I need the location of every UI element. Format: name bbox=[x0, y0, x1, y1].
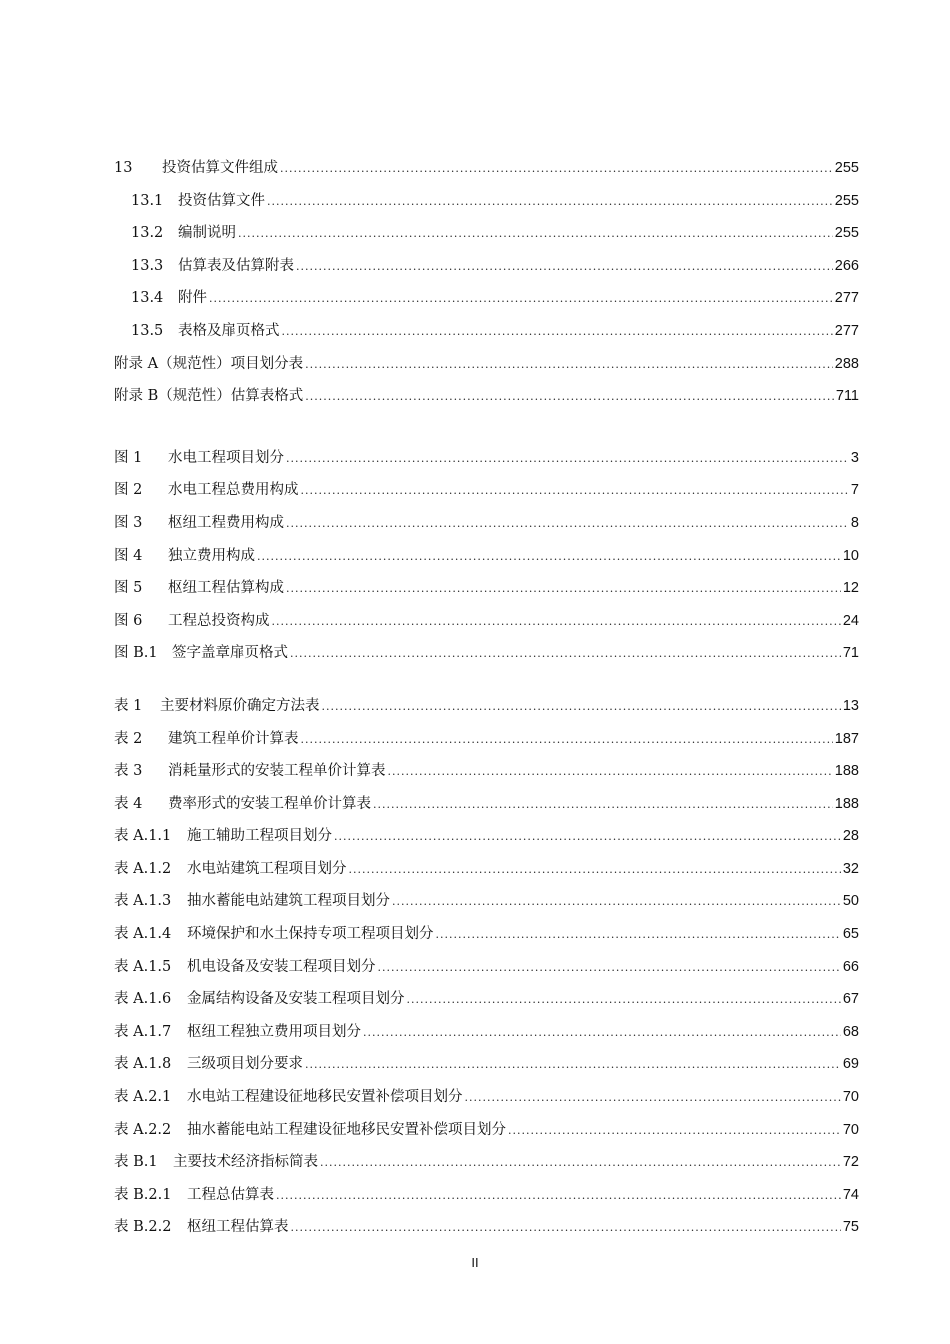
toc-entry-title: 工程总估算表 bbox=[187, 1186, 274, 1203]
toc-entry-title: 消耗量形式的安装工程单价计算表 bbox=[168, 763, 386, 780]
toc-entry-number: 13.5 bbox=[131, 322, 164, 339]
leader-dots bbox=[305, 349, 833, 382]
toc-entry-title: 投资估算文件 bbox=[178, 192, 265, 209]
toc-entry-page: 28 bbox=[842, 828, 859, 845]
toc-entry-title: 建筑工程单价计算表 bbox=[168, 730, 299, 747]
toc-section-tables bbox=[114, 690, 859, 1244]
toc-entry-page: 65 bbox=[842, 926, 859, 943]
toc-entry-page: 277 bbox=[834, 322, 859, 339]
toc-entry-page: 68 bbox=[842, 1023, 859, 1040]
toc-entry-page: 32 bbox=[842, 860, 859, 877]
toc-entry-page: 255 bbox=[834, 160, 859, 176]
toc-entry[interactable] bbox=[114, 540, 859, 573]
toc-entry-page: 255 bbox=[834, 225, 859, 242]
toc-entry[interactable] bbox=[114, 1081, 859, 1114]
toc-entry-page: 66 bbox=[842, 958, 859, 975]
toc-entry-page: 711 bbox=[835, 388, 859, 405]
leader-dots bbox=[320, 1147, 841, 1180]
toc-entry-number: 图 2 bbox=[114, 482, 143, 499]
toc-entry-title: 枢纽工程费用构成 bbox=[168, 514, 284, 531]
toc-entry-number: 图 5 bbox=[114, 580, 143, 597]
toc-entry[interactable] bbox=[114, 723, 859, 756]
toc-entry[interactable] bbox=[114, 637, 859, 670]
toc-entry[interactable] bbox=[114, 755, 859, 788]
leader-dots bbox=[378, 952, 841, 985]
toc-entry-page: 8 bbox=[850, 514, 859, 531]
toc-entry-number: 13.1 bbox=[131, 192, 164, 209]
toc-entry[interactable] bbox=[114, 474, 859, 507]
toc-entry-number: 图 3 bbox=[114, 514, 143, 531]
toc-entry-number: 图 B.1 bbox=[114, 645, 158, 662]
toc-entry-number: 表 A.1.5 bbox=[114, 958, 172, 975]
toc-entry-title: 枢纽工程估算表 bbox=[187, 1219, 289, 1236]
toc-entry-number: 表 A.1.8 bbox=[114, 1056, 172, 1073]
leader-dots bbox=[286, 508, 849, 541]
leader-dots bbox=[407, 984, 841, 1017]
toc-entry[interactable] bbox=[114, 820, 859, 853]
toc-entry-title: 附件 bbox=[178, 290, 207, 307]
leader-dots bbox=[392, 886, 841, 919]
leader-dots bbox=[373, 789, 833, 822]
leader-dots bbox=[282, 316, 833, 349]
page-number-footer: II bbox=[471, 1255, 479, 1270]
toc-entry-title: 环境保护和水土保持专项工程项目划分 bbox=[187, 926, 434, 943]
toc-entry-title: 投资估算文件组成 bbox=[162, 160, 278, 176]
toc-entry-page: 3 bbox=[850, 449, 859, 466]
toc-entry[interactable] bbox=[114, 507, 859, 540]
toc-section-figures bbox=[114, 442, 859, 670]
toc-entry-number: 13.2 bbox=[131, 225, 164, 242]
leader-dots bbox=[296, 251, 833, 284]
toc-entry-page: 71 bbox=[842, 645, 859, 662]
toc-entry[interactable] bbox=[114, 1146, 859, 1179]
toc-entry-title: 工程总投资构成 bbox=[168, 612, 270, 629]
toc-entry-title: 抽水蓄能电站工程建设征地移民安置补偿项目划分 bbox=[187, 1121, 506, 1138]
toc-entry[interactable] bbox=[114, 185, 859, 218]
toc-entry-number: 表 A.2.1 bbox=[114, 1089, 172, 1106]
toc-entry[interactable] bbox=[114, 572, 859, 605]
toc-entry-number: 13.4 bbox=[131, 290, 164, 307]
toc-entry-title: 施工辅助工程项目划分 bbox=[187, 828, 332, 845]
toc-entry-page: 72 bbox=[842, 1154, 859, 1171]
toc-entry[interactable] bbox=[114, 315, 859, 348]
toc-entry-number: 表 4 bbox=[114, 795, 143, 812]
toc-entry-number: 表 A.1.3 bbox=[114, 893, 172, 910]
toc-entry-page: 188 bbox=[834, 763, 859, 780]
leader-dots bbox=[290, 638, 841, 671]
toc-entry-number: 图 6 bbox=[114, 612, 143, 629]
toc-entry-page: 75 bbox=[842, 1219, 859, 1236]
toc-entry-number: 表 A.1.1 bbox=[114, 828, 172, 845]
toc-entry[interactable] bbox=[114, 788, 859, 821]
toc-entry-title: 独立费用构成 bbox=[168, 547, 255, 564]
leader-dots bbox=[301, 724, 833, 757]
toc-entry-number: 13.3 bbox=[131, 257, 164, 274]
toc-entry-page: 277 bbox=[834, 290, 859, 307]
toc-entry-title: 附录 A（规范性）项目划分表 bbox=[114, 355, 304, 372]
toc-entry[interactable] bbox=[114, 282, 859, 315]
toc-entry[interactable] bbox=[114, 348, 859, 381]
toc-entry-title: 签字盖章扉页格式 bbox=[172, 645, 288, 662]
toc-entry[interactable] bbox=[114, 853, 859, 886]
toc-entry-page: 255 bbox=[834, 192, 859, 209]
toc-entry[interactable] bbox=[114, 1179, 859, 1212]
toc-entry-number: 表 B.2.1 bbox=[114, 1186, 172, 1203]
toc-entry[interactable] bbox=[114, 918, 859, 951]
toc-entry-title: 表格及扉页格式 bbox=[178, 322, 280, 339]
leader-dots bbox=[363, 1017, 841, 1050]
toc-entry-number: 图 4 bbox=[114, 547, 143, 564]
toc-entry[interactable] bbox=[114, 1048, 859, 1081]
leader-dots bbox=[267, 186, 833, 219]
leader-dots bbox=[322, 691, 841, 724]
toc-entry-title: 主要技术经济指标简表 bbox=[173, 1154, 318, 1171]
leader-dots bbox=[272, 606, 841, 639]
toc-entry-number: 表 A.2.2 bbox=[114, 1121, 172, 1138]
toc-entry-title: 枢纽工程独立费用项目划分 bbox=[187, 1023, 361, 1040]
toc-entry-page: 187 bbox=[834, 730, 859, 747]
toc-entry-page: 13 bbox=[842, 697, 859, 714]
leader-dots bbox=[388, 756, 833, 789]
toc-entry-number: 表 B.2.2 bbox=[114, 1219, 172, 1236]
toc-entry[interactable] bbox=[114, 885, 859, 918]
toc-entry-title: 水电工程项目划分 bbox=[168, 449, 284, 466]
toc-entry-title: 估算表及估算附表 bbox=[178, 257, 294, 274]
leader-dots bbox=[257, 541, 841, 574]
table-of-contents bbox=[114, 152, 859, 1244]
toc-entry-page: 288 bbox=[834, 355, 859, 372]
leader-dots bbox=[349, 854, 841, 887]
toc-entry-page: 69 bbox=[842, 1056, 859, 1073]
toc-entry[interactable] bbox=[114, 690, 859, 723]
leader-dots bbox=[286, 573, 841, 606]
toc-entry-title: 金属结构设备及安装工程项目划分 bbox=[187, 991, 405, 1008]
toc-entry-page: 70 bbox=[842, 1089, 859, 1106]
toc-entry-title: 主要材料原价确定方法表 bbox=[160, 697, 320, 714]
toc-entry-title: 三级项目划分要求 bbox=[187, 1056, 303, 1073]
toc-entry-page: 67 bbox=[842, 991, 859, 1008]
toc-entry-number: 表 A.1.7 bbox=[114, 1023, 172, 1040]
toc-entry-title: 水电站工程建设征地移民安置补偿项目划分 bbox=[187, 1089, 463, 1106]
toc-entry[interactable] bbox=[114, 951, 859, 984]
toc-entry-title: 机电设备及安装工程项目划分 bbox=[187, 958, 376, 975]
toc-entry-page: 50 bbox=[842, 893, 859, 910]
toc-section-chapters bbox=[114, 152, 859, 413]
toc-entry[interactable] bbox=[114, 380, 859, 413]
leader-dots bbox=[209, 283, 833, 316]
leader-dots bbox=[508, 1115, 841, 1148]
toc-entry-number: 表 A.1.6 bbox=[114, 991, 172, 1008]
toc-entry-page: 266 bbox=[834, 257, 859, 274]
toc-entry-page: 70 bbox=[842, 1121, 859, 1138]
leader-dots bbox=[465, 1082, 841, 1115]
toc-entry[interactable] bbox=[114, 217, 859, 250]
toc-entry[interactable] bbox=[114, 1016, 859, 1049]
toc-entry[interactable] bbox=[114, 442, 859, 475]
leader-dots bbox=[280, 153, 833, 186]
leader-dots bbox=[291, 1212, 841, 1245]
leader-dots bbox=[305, 1049, 841, 1082]
toc-entry-title: 编制说明 bbox=[178, 225, 236, 242]
toc-entry-title: 水电工程总费用构成 bbox=[168, 482, 299, 499]
toc-entry-number: 表 3 bbox=[114, 763, 143, 780]
leader-dots bbox=[334, 821, 841, 854]
toc-entry-title: 水电站建筑工程项目划分 bbox=[187, 860, 347, 877]
toc-entry-title: 费率形式的安装工程单价计算表 bbox=[168, 795, 371, 812]
toc-entry[interactable] bbox=[114, 1211, 859, 1244]
toc-entry-page: 10 bbox=[842, 547, 859, 564]
toc-entry-number: 表 B.1 bbox=[114, 1154, 158, 1171]
toc-entry[interactable] bbox=[114, 605, 859, 638]
toc-entry-title: 附录 B（规范性）估算表格式 bbox=[114, 388, 304, 405]
leader-dots bbox=[238, 218, 833, 251]
toc-entry-page: 12 bbox=[842, 580, 859, 597]
toc-entry-page: 74 bbox=[842, 1186, 859, 1203]
toc-entry-title: 抽水蓄能电站建筑工程项目划分 bbox=[187, 893, 390, 910]
toc-entry-page: 188 bbox=[834, 795, 859, 812]
leader-dots bbox=[436, 919, 841, 952]
toc-entry-page: 7 bbox=[850, 482, 859, 499]
leader-dots bbox=[286, 443, 849, 476]
toc-entry[interactable] bbox=[114, 983, 859, 1016]
toc-entry-number: 表 1 bbox=[114, 697, 143, 714]
toc-entry-number: 表 A.1.4 bbox=[114, 926, 172, 943]
leader-dots bbox=[305, 381, 834, 414]
leader-dots bbox=[276, 1180, 841, 1213]
toc-entry[interactable] bbox=[114, 250, 859, 283]
toc-entry[interactable] bbox=[114, 1114, 859, 1147]
toc-entry-page: 24 bbox=[842, 612, 859, 629]
toc-entry-number: 表 2 bbox=[114, 730, 143, 747]
toc-entry[interactable] bbox=[114, 152, 859, 185]
toc-entry-number: 图 1 bbox=[114, 449, 143, 466]
toc-entry-number: 表 A.1.2 bbox=[114, 860, 172, 877]
leader-dots bbox=[301, 475, 849, 508]
toc-entry-title: 枢纽工程估算构成 bbox=[168, 580, 284, 597]
toc-entry-number: 13 bbox=[114, 160, 133, 176]
